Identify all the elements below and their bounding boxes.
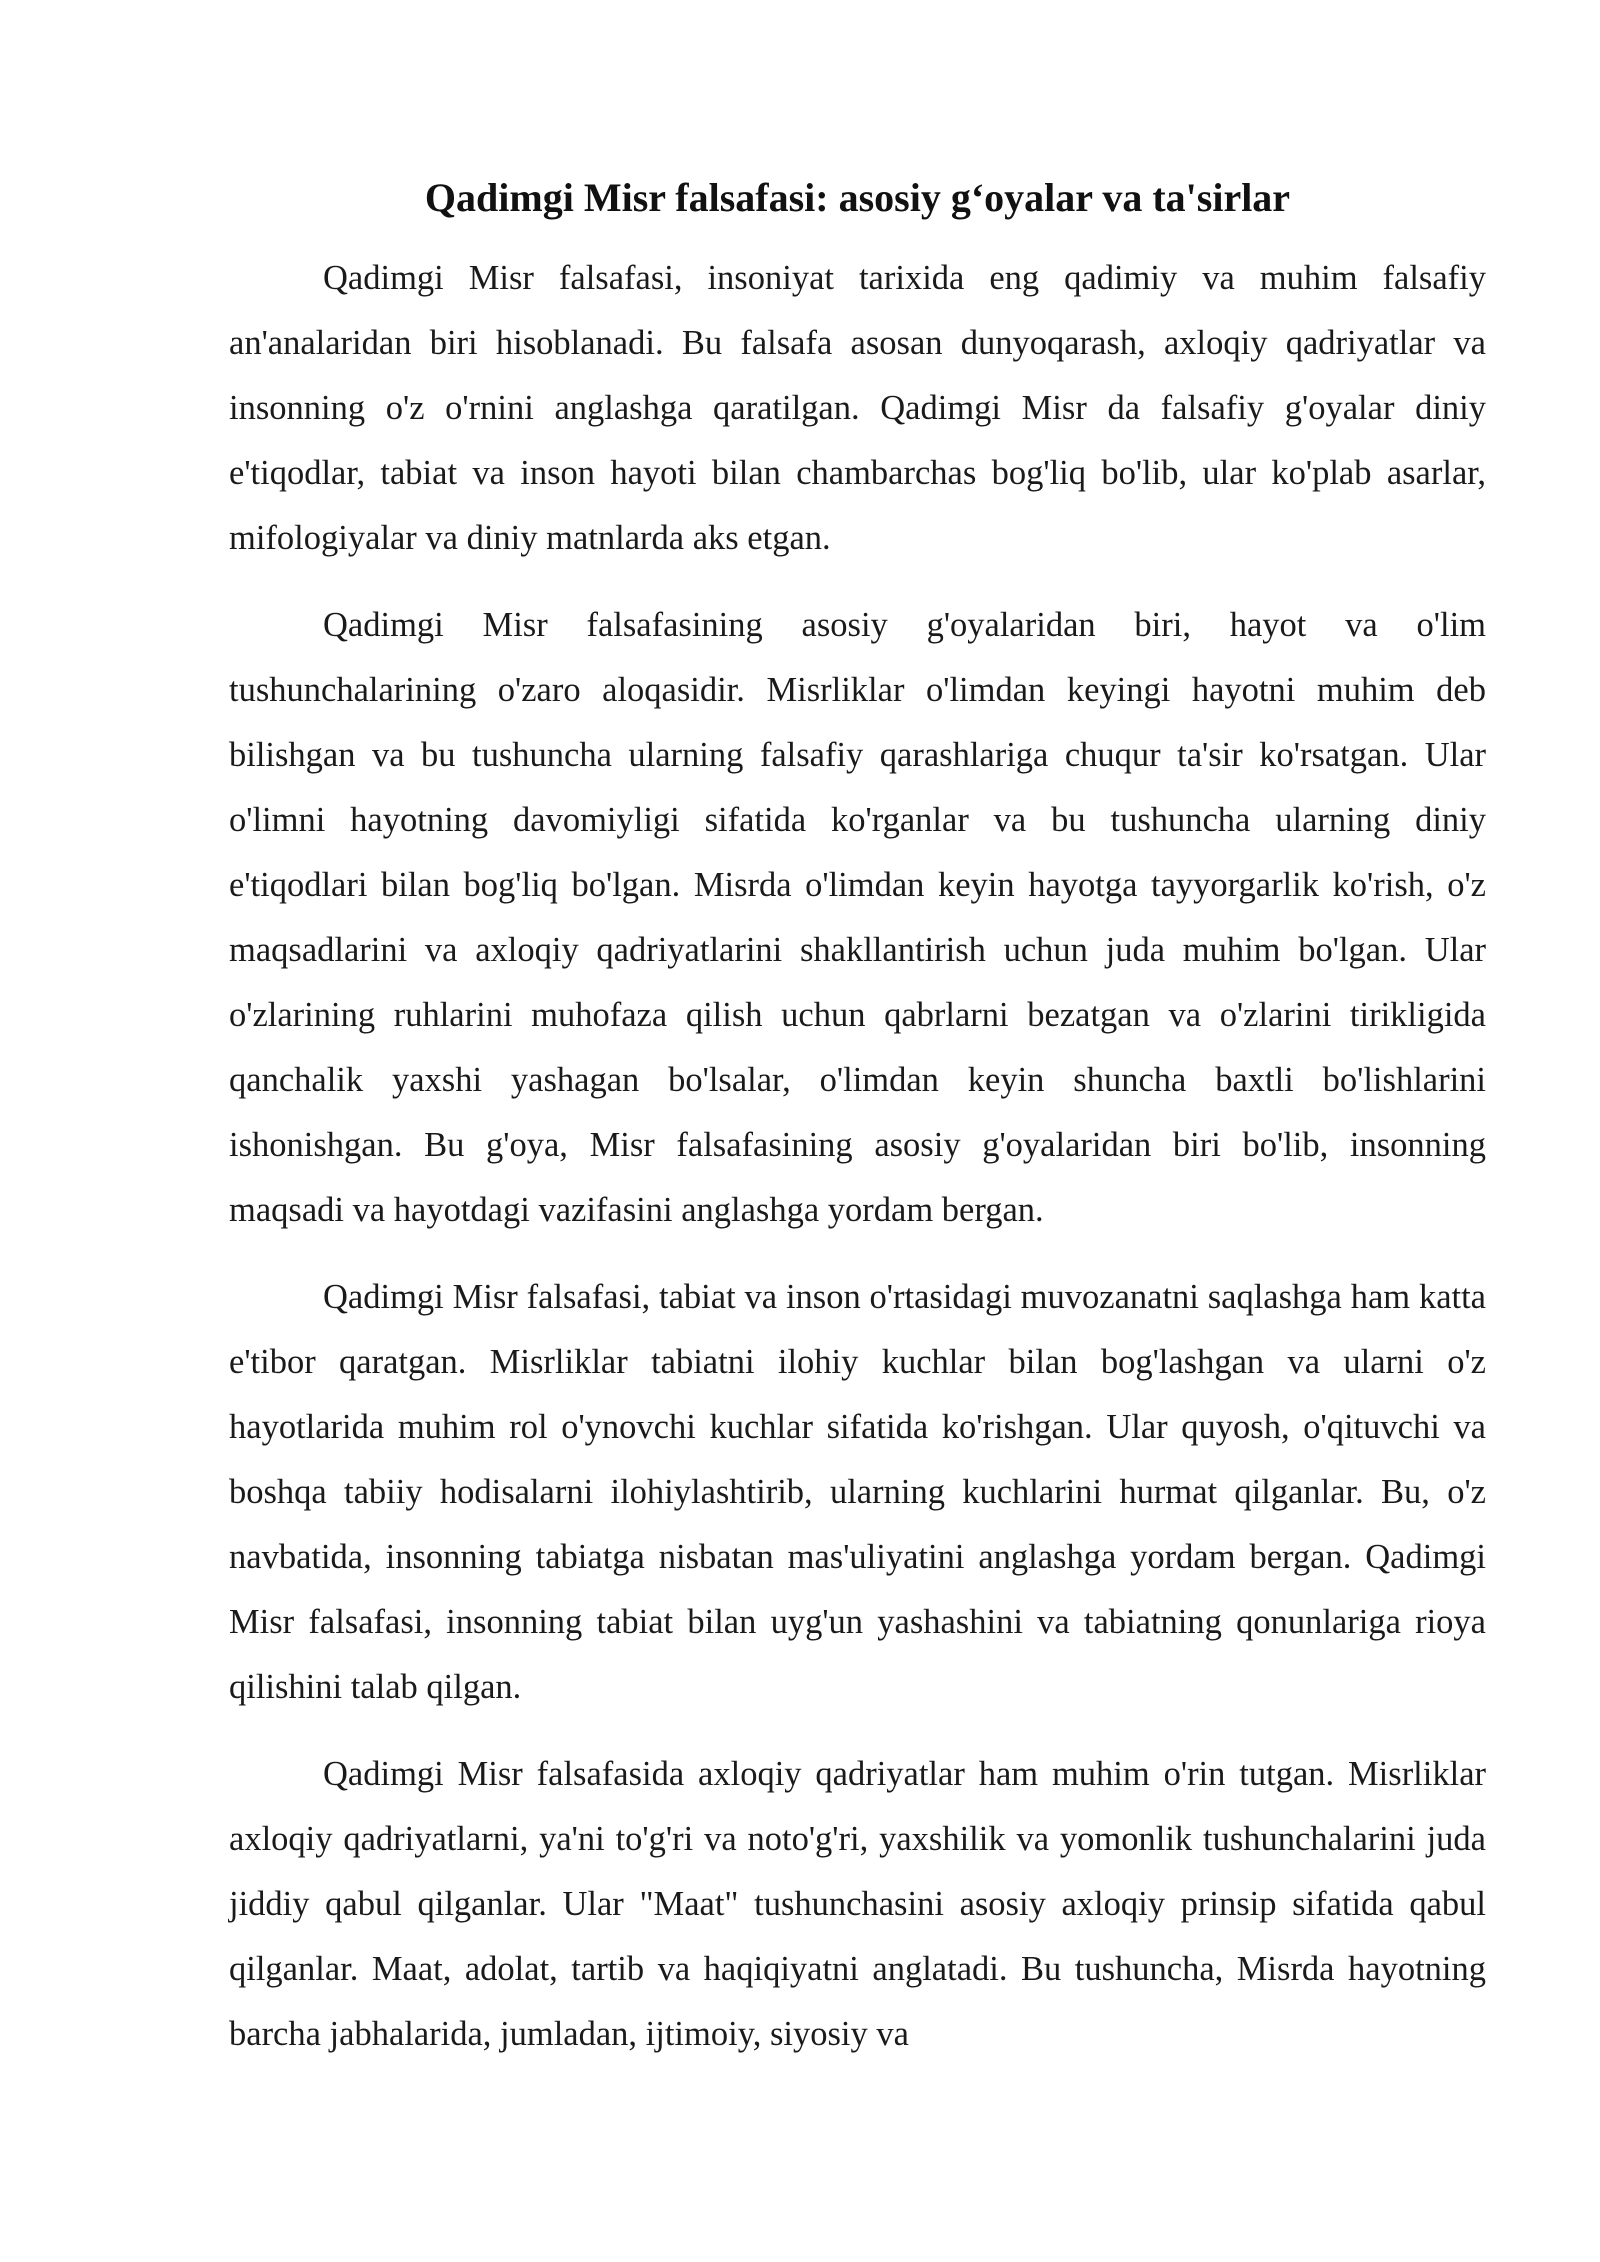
document-body bbox=[229, 170, 1486, 2067]
document-title: Qadimgi Misr falsafasi: asosiy g‘oyalar va ta'sirlar bbox=[424, 175, 1291, 220]
paragraph-3: Qadimgi Misr falsafasi, tabiat va inson o'rtasidagi muvozanatni saqlashga ham katta e'tibor qaratgan. Misrliklar tabiatni ilohiy kuchlar bilan bog'lashgan va ularni o'z hayotlarida muhim rol o'ynovchi kuchlar sifatida ko'rishgan. Ular quyosh, o'qituvchi va boshqa tabiiy hodisalarni ilohiylashtirib, ularning kuchlarini hurmat qilganlar. Bu, o'z navbatida, insonning tabiatga nisbatan mas'uliyatini anglashga yordam bergan. Qadimgi Misr falsafasi, insonning tabiat bilan uyg'un yashashini va tabiatning qonunlariga rioya qilishini talab qilgan. bbox=[229, 1278, 1486, 1706]
paragraph-4: Qadimgi Misr falsafasida axloqiy qadriyatlar ham muhim o'rin tutgan. Misrliklar axloqiy qadriyatlarni, ya'ni to'g'ri va noto'g'ri, yaxshilik va yomonlik tushunchalarini juda jiddiy qabul qilganlar. Ular "Maat" tushunchasini asosiy axloqiy prinsip sifatida qabul qilganlar. Maat, adolat, tartib va haqiqiyatni anglatadi. Bu tushuncha, Misrda hayotning barcha jabhalarida, jumladan, ijtimoiy, siyosiy va bbox=[229, 1755, 1486, 2053]
paragraph-1: Qadimgi Misr falsafasi, insoniyat tarixida eng qadimiy va muhim falsafiy an'analaridan biri hisoblanadi. Bu falsafa asosan dunyoqarash, axloqiy qadriyatlar va insonning o'z o'rnini anglashga qaratilgan. Qadimgi Misr da falsafiy g'oyalar diniy e'tiqodlar, tabiat va inson hayoti bilan chambarchas bog'liq bo'lib, ular ko'plab asarlar, mifologiyalar va diniy matnlarda aks etgan. bbox=[229, 259, 1486, 557]
paragraph-2: Qadimgi Misr falsafasining asosiy g'oyalaridan biri, hayot va o'lim tushunchalarining o'zaro aloqasidir. Misrliklar o'limdan keyingi hayotni muhim deb bilishgan va bu tushuncha ularning falsafiy qarashlariga chuqur ta'sir ko'rsatgan. Ular o'limni hayotning davomiyligi sifatida ko'rganlar va bu tushuncha ularning diniy e'tiqodlari bilan bog'liq bo'lgan. Misrda o'limdan keyin hayotga tayyorgarlik ko'rish, o'z maqsadlarini va axloqiy qadriyatlarini shakllantirish uchun juda muhim bo'lgan. Ular o'zlarining ruhlarini muhofaza qilish uchun qabrlarni bezatgan va o'zlarini tirikligida qanchalik yaxshi yashagan bo'lsalar, o'limdan keyin shuncha baxtli bo'lishlarini ishonishgan. Bu g'oya, Misr falsafasining asosiy g'oyalaridan biri bo'lib, insonning maqsadi va hayotdagi vazifasini anglashga yordam bergan. bbox=[229, 606, 1486, 1229]
